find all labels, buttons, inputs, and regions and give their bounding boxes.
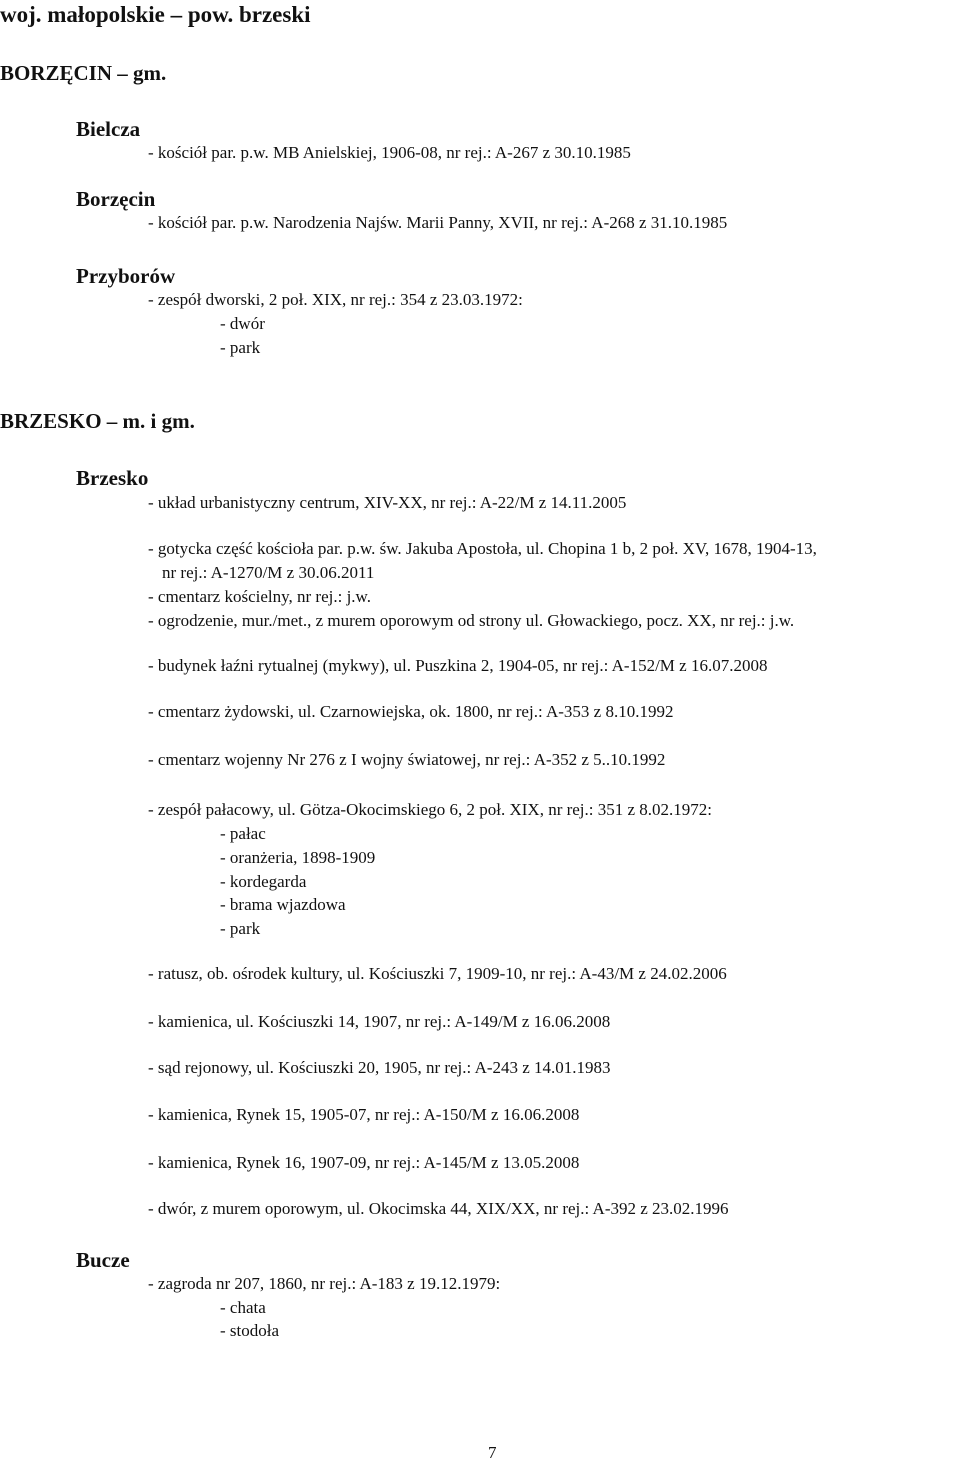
region-heading: woj. małopolskie – pow. brzeski: [0, 2, 311, 27]
monument-subitem: - dwór: [220, 314, 265, 333]
locality-heading: Przyborów: [76, 264, 176, 288]
monument-entry: - zespół pałacowy, ul. Götza-Okocimskiego 6, 2 poł. XIX, nr rej.: 351 z 8.02.1972:: [148, 800, 713, 819]
page-number: 7: [488, 1443, 497, 1462]
monument-subitem: - stodoła: [220, 1321, 280, 1340]
monument-subitem: - pałac: [220, 824, 266, 843]
monument-entry: - cmentarz kościelny, nr rej.: j.w.: [148, 587, 371, 606]
monument-entry: - sąd rejonowy, ul. Kościuszki 20, 1905, nr rej.: A-243 z 14.01.1983: [148, 1058, 611, 1077]
gmina-heading: BRZESKO – m. i gm.: [0, 409, 195, 433]
locality-heading: Bucze: [76, 1248, 130, 1272]
monument-entry: - kamienica, ul. Kościuszki 14, 1907, nr rej.: A-149/M z 16.06.2008: [148, 1012, 611, 1031]
monument-subitem: - kordegarda: [220, 872, 307, 891]
monument-subitem: - park: [220, 919, 261, 938]
locality-heading: Bielcza: [76, 117, 141, 141]
monument-entry: - ratusz, ob. ośrodek kultury, ul. Kościuszki 7, 1909-10, nr rej.: A-43/M z 24.02.2006: [148, 964, 727, 983]
monument-entry: - cmentarz wojenny Nr 276 z I wojny światowej, nr rej.: A-352 z 5..10.1992: [148, 750, 666, 769]
monument-entry: - układ urbanistyczny centrum, XIV-XX, nr rej.: A-22/M z 14.11.2005: [148, 493, 627, 512]
gmina-heading: BORZĘCIN – gm.: [0, 61, 167, 85]
monument-entry: - budynek łaźni rytualnej (mykwy), ul. Puszkina 2, 1904-05, nr rej.: A-152/M z 16.07.2008: [148, 656, 768, 675]
monument-entry: - ogrodzenie, mur./met., z murem oporowym od strony ul. Głowackiego, pocz. XX, nr rej.: j.w.: [148, 611, 795, 630]
monument-entry: - kościół par. p.w. MB Anielskiej, 1906-08, nr rej.: A-267 z 30.10.1985: [148, 143, 631, 162]
monument-entry: - zespół dworski, 2 poł. XIX, nr rej.: 354 z 23.03.1972:: [148, 290, 523, 309]
locality-heading: Borzęcin: [76, 187, 156, 211]
monument-subitem: - brama wjazdowa: [220, 895, 346, 914]
monument-entry: - cmentarz żydowski, ul. Czarnowiejska, ok. 1800, nr rej.: A-353 z 8.10.1992: [148, 702, 674, 721]
monument-subitem: - park: [220, 338, 261, 357]
locality-heading: Brzesko: [76, 466, 149, 490]
monument-entry-continuation: nr rej.: A-1270/M z 30.06.2011: [162, 563, 375, 582]
monument-entry: - kamienica, Rynek 15, 1905-07, nr rej.: A-150/M z 16.06.2008: [148, 1105, 580, 1124]
monument-entry: - gotycka część kościoła par. p.w. św. Jakuba Apostoła, ul. Chopina 1 b, 2 poł. XV, 1678, 1904-13,: [148, 539, 817, 558]
monument-entry: - zagroda nr 207, 1860, nr rej.: A-183 z 19.12.1979:: [148, 1274, 501, 1293]
monument-subitem: - chata: [220, 1298, 266, 1317]
monument-entry: - kościół par. p.w. Narodzenia Najśw. Marii Panny, XVII, nr rej.: A-268 z 31.10.1985: [148, 213, 728, 232]
monument-entry: - dwór, z murem oporowym, ul. Okocimska 44, XIX/XX, nr rej.: A-392 z 23.02.1996: [148, 1199, 729, 1218]
monument-subitem: - oranżeria, 1898-1909: [220, 848, 376, 867]
monument-entry: - kamienica, Rynek 16, 1907-09, nr rej.: A-145/M z 13.05.2008: [148, 1153, 580, 1172]
